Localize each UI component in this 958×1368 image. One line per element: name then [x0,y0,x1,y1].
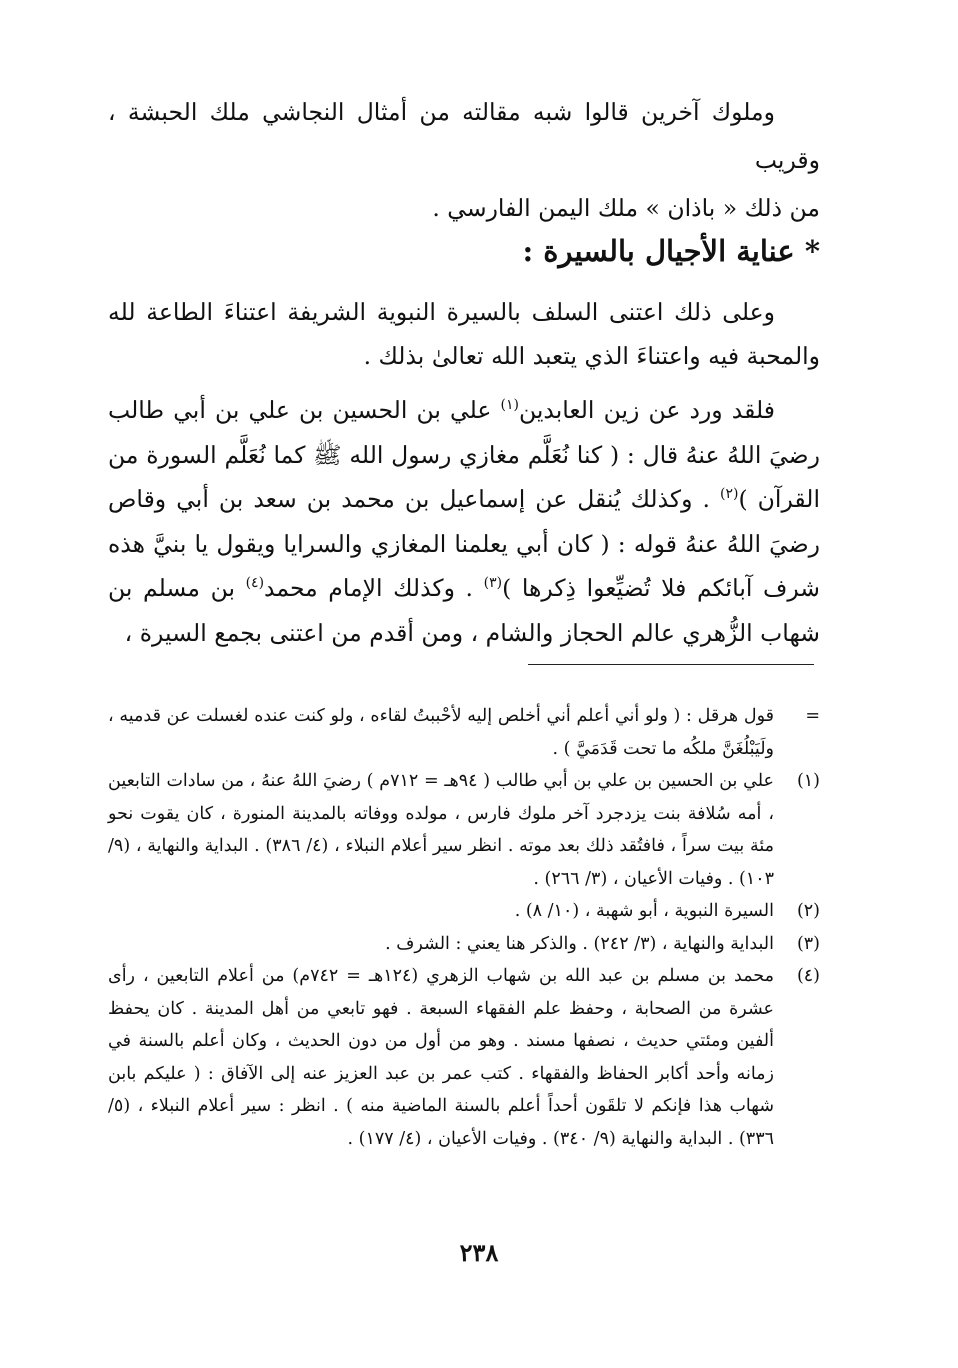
para2-text-4: . وكذلك الإمام محمد [264,574,484,603]
footnote-ref-3[interactable]: (٣) [483,575,503,592]
footnote-2 [108,895,820,928]
footnote-mark: (٤) [796,966,820,986]
footnote-mark: (٢) [796,901,820,921]
para2-text-2: علي بن الحسين بن علي بن أبي طالب رضيَ اللهُ عنهُ قال : ( كنا نُعَلَّم مغازي رسول الله ﷺ كما نُعَلَّم السورة من القرآن ) [108,396,820,514]
footnote-mark: (١) [796,771,820,791]
intro-line-2: من ذلك « باذان » ملك اليمن الفارسي . [432,194,820,222]
footnote-text: علي بن الحسين بن علي بن أبي طالب ( ٩٤هـ = ٧١٢م ) رضيَ اللهُ عنهُ ، من سادات التابعين ، أمه سُلافة بنت يزدجرد آخر ملوك فارس ، مولده ووفاته بالمدينة المنورة ، كان يقوت نحو مئة بيت سراً ، فافتُقد ذلك بعد موته . انظر سير أعلام النبلاء ، (٤/ ٣٨٦) . البداية والنهاية ، (٩/ ١٠٣) . وفيات الأعيان ، (٣/ ٢٦٦) . [108,771,774,889]
footnote-text: السيرة النبوية ، أبو شهبة ، (١٠/ ٨) . [514,901,774,921]
intro-line-1: وملوك آخرين قالوا شبه مقالته من أمثال النجاشي ملك الحبشة ، وقريب [108,98,820,174]
footnotes [108,700,820,1155]
footnote-continued [108,700,820,765]
footnote-text: البداية والنهاية ، (٣/ ٢٤٢) . والذكر هنا يعني : الشرف . [385,933,774,954]
footnote-3 [108,928,820,961]
section-heading: * عناية الأجيال بالسيرة : [522,234,820,268]
footnote-ref-4[interactable]: (٤) [245,575,265,592]
footnote-ref-1[interactable]: (١) [500,397,519,414]
footnote-ref-2[interactable]: (٢) [719,486,739,503]
footnote-mark: = [805,706,820,726]
footnote-mark: (٣) [796,933,820,954]
footnote-4 [108,960,820,1155]
footnote-1 [108,765,820,895]
footnote-text: قول هرقل : ( ولو أني أعلم أني أخلص إليه لأحْببتُ لقاءه ، ولو كنت عنده لغسلت عن قدميه ، ولَيَبْلُغَنَّ ملكُه ما تحت قَدَمَيَّ ) . [108,706,774,759]
paragraph-zain-alabidin [108,388,820,656]
intro-paragraph [108,88,820,232]
para2-text-3: . وكذلك يُنقل عن إسماعيل بن محمد بن سعد بن أبي وقاص رضيَ اللهُ عنهُ قوله : ( كان أبي يعلمنا المغازي والسرايا ويقول يا بنيَّ هذه شرف آبائكم فلا تُضيِّعوا ذِكرها ) [108,485,820,603]
footnote-separator [528,664,814,665]
footnote-text: محمد بن مسلم بن عبد الله بن شهاب الزهري (١٢٤هـ = ٧٤٢م) من أعلام التابعين ، رأى عشرة من الصحابة ، وحفظ علم الفقهاء السبعة . فهو تابعي من أهل المدينة . كان يحفظ ألفين ومئتي حديث ، نصفها مسند . وهو من أول من دون الحديث ، وكان أعلم بالسنة في زمانه وأحد أكابر الحفاظ والفقهاء . كتب عمر بن عبد العزيز عنه إلى الآفاق : ( عليكم بابن شهاب هذا فإنكم لا تلقَون أحداً أعلم بالسنة الماضية منه ) . انظر : سير أعلام النبلاء ، (٥/ ٣٣٦) . البداية والنهاية (٩/ ٣٤٠) . وفيات الأعيان ، (٤/ ١٧٧) . [108,966,774,1149]
para2-text-5: بن مسلم بن شهاب الزُّهري عالم الحجاز والشام ، ومن أقدم من اعتنى بجمع السيرة ، [108,574,820,647]
paragraph-salaf: وعلى ذلك اعتنى السلف بالسيرة النبوية الشريفة اعتناءَ الطاعة لله والمحبة فيه واعتناءَ الذي يتعبد الله تعالىٰ بذلك . [108,298,820,370]
para2-text-1: فلقد ورد عن زين العابدين [518,396,775,424]
page-number: ٢٣٨ [459,1238,499,1267]
